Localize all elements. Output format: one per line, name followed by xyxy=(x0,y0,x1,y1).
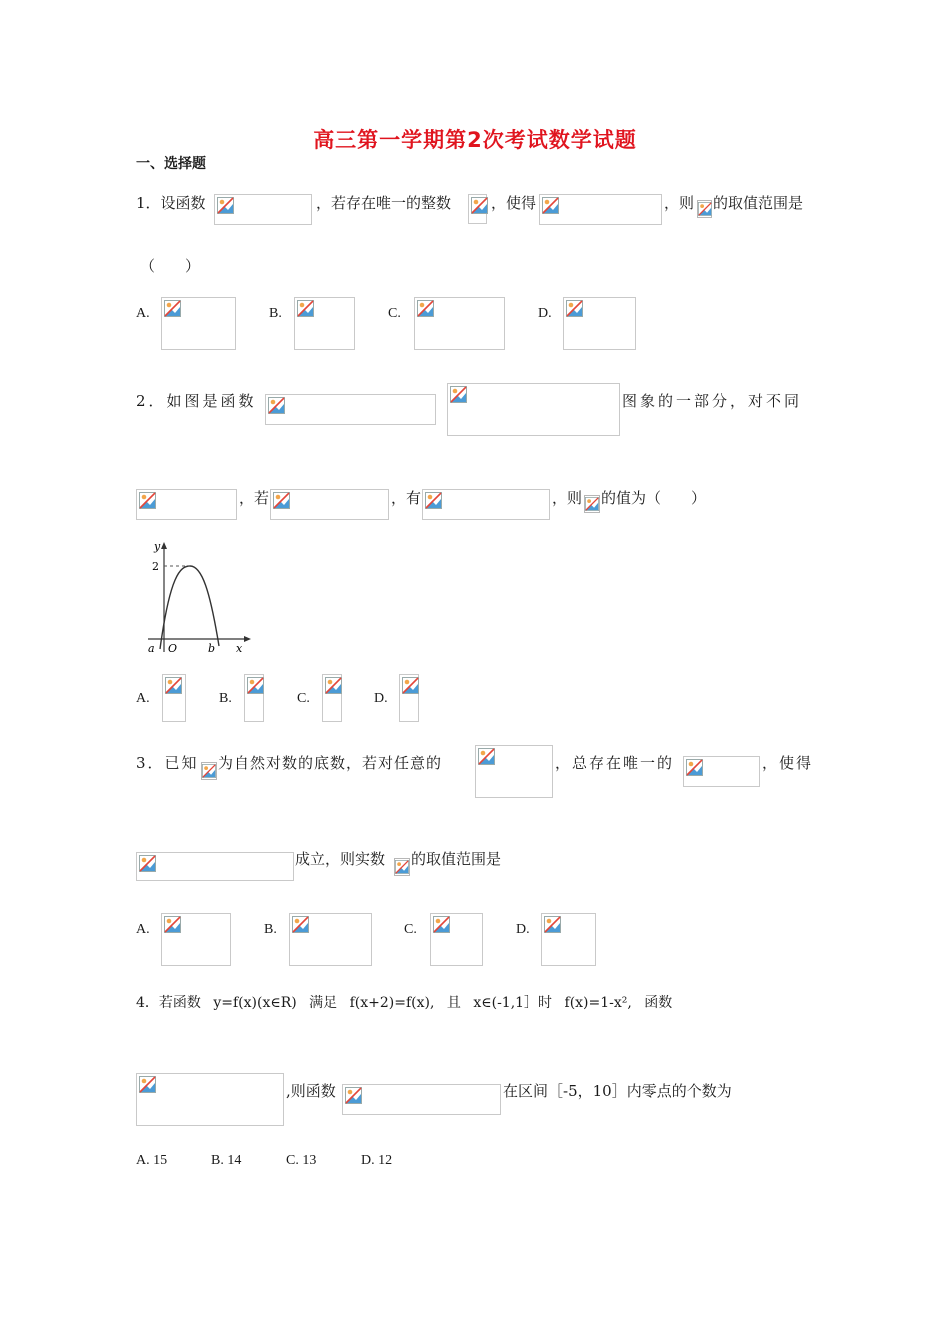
broken-image-icon xyxy=(544,916,561,933)
option-c-image xyxy=(322,674,342,722)
y-axis-label: y xyxy=(154,540,161,553)
broken-image-icon xyxy=(202,764,216,778)
broken-image-icon xyxy=(542,197,559,214)
q3-text: 成立，则实数 xyxy=(295,850,386,868)
option-b-image xyxy=(244,674,264,722)
q4-text: 在区间［-5，10］内零点的个数为 xyxy=(503,1082,732,1100)
formula-image xyxy=(475,745,553,798)
option-d-image xyxy=(541,913,596,966)
broken-image-icon xyxy=(345,1087,362,1104)
q1-text: ，使得 xyxy=(491,194,537,212)
sine-curve xyxy=(160,566,219,649)
broken-image-icon xyxy=(164,300,181,317)
broken-image-icon xyxy=(164,916,181,933)
option-label: B. xyxy=(219,691,232,706)
broken-image-icon xyxy=(395,860,409,874)
q2-text: 图象的一部分，对不同 xyxy=(622,392,803,410)
formula-image xyxy=(270,489,389,520)
formula-image xyxy=(136,1073,284,1126)
tick-label-2: 2 xyxy=(152,560,159,573)
q1-text: 1．设函数 xyxy=(136,194,206,212)
broken-image-icon xyxy=(217,197,234,214)
broken-image-icon xyxy=(297,300,314,317)
formula-image xyxy=(136,489,237,520)
broken-image-icon xyxy=(325,677,342,694)
formula-image xyxy=(683,756,760,787)
option-label: C. xyxy=(297,691,310,706)
option-a-image xyxy=(161,913,231,966)
q1-paren: （ ） xyxy=(140,257,201,275)
formula-image xyxy=(342,1084,501,1115)
origin-label: O xyxy=(168,642,178,655)
formula-image xyxy=(201,762,217,780)
q2-text: 2．如图是函数 xyxy=(136,392,257,410)
q3-text: 为自然对数的底数，若对任意的 xyxy=(218,754,443,772)
option-label: D. xyxy=(516,922,530,937)
option-label: A. xyxy=(136,922,150,937)
point-a-label: a xyxy=(148,642,155,655)
broken-image-icon xyxy=(425,492,442,509)
q2-text: ，若 xyxy=(239,489,270,507)
broken-image-icon xyxy=(450,386,467,403)
formula-image xyxy=(265,394,436,425)
function-graph xyxy=(140,536,256,656)
broken-image-icon xyxy=(139,855,156,872)
q1-text: 的取值范围是 xyxy=(713,194,804,212)
broken-image-icon xyxy=(139,1076,156,1093)
q2-text: 的值为（ ） xyxy=(601,489,707,507)
broken-image-icon xyxy=(433,916,450,933)
broken-image-icon xyxy=(139,492,156,509)
broken-image-icon xyxy=(292,916,309,933)
broken-image-icon xyxy=(417,300,434,317)
section-heading: 一、选择题 xyxy=(136,156,206,172)
option-b-image xyxy=(294,297,355,350)
broken-image-icon xyxy=(585,497,599,511)
q2-text: ，则 xyxy=(552,489,583,507)
broken-image-icon xyxy=(273,492,290,509)
x-axis-label: x xyxy=(236,642,243,655)
broken-image-icon xyxy=(402,677,419,694)
formula-image xyxy=(394,858,410,876)
option-label: D. xyxy=(374,691,388,706)
q4-text: ,则函数 xyxy=(286,1082,336,1100)
q4-text: 4．若函数 y=f(x)(x∈R) 满足 f(x+2)=f(x), 且 x∈(-1,1］时 f(x)=1-x², 函数 xyxy=(136,995,673,1011)
q3-text: ，总存在唯一的 xyxy=(555,754,675,772)
option-label: A. xyxy=(136,306,150,321)
broken-image-icon xyxy=(247,677,264,694)
option-label: D. xyxy=(538,306,552,321)
point-b-label: b xyxy=(208,642,216,655)
option-b: B. 14 xyxy=(211,1153,242,1168)
y-axis-arrow xyxy=(161,542,167,549)
formula-image xyxy=(697,200,712,218)
q3-text: 的取值范围是 xyxy=(411,850,502,868)
q1-text: ，若存在唯一的整数 xyxy=(316,194,452,212)
option-c-image xyxy=(430,913,483,966)
option-a: A. 15 xyxy=(136,1153,168,1168)
broken-image-icon xyxy=(471,197,488,214)
formula-image xyxy=(539,194,662,225)
option-label: B. xyxy=(269,306,282,321)
option-label: A. xyxy=(136,691,150,706)
option-b-image xyxy=(289,913,372,966)
formula-image xyxy=(422,489,550,520)
broken-image-icon xyxy=(686,759,703,776)
x-axis-arrow xyxy=(244,636,251,642)
option-label: B. xyxy=(264,922,277,937)
q2-text: ，有 xyxy=(391,489,422,507)
q3-text: ，使得 xyxy=(762,754,814,772)
option-d: D. 12 xyxy=(361,1153,393,1168)
option-d-image xyxy=(399,674,419,722)
formula-image xyxy=(447,383,620,436)
q3-text: 3．已知 xyxy=(136,754,199,772)
option-d-image xyxy=(563,297,636,350)
option-c-image xyxy=(414,297,505,350)
q1-text: ，则 xyxy=(664,194,695,212)
formula-image xyxy=(214,194,312,225)
formula-image xyxy=(468,194,487,224)
page-title: 高三第一学期第2次考试数学试题 xyxy=(313,128,637,152)
broken-image-icon xyxy=(698,202,712,216)
option-label: C. xyxy=(388,306,401,321)
option-a-image xyxy=(161,297,236,350)
option-c: C. 13 xyxy=(286,1153,317,1168)
option-label: C. xyxy=(404,922,417,937)
formula-image xyxy=(584,495,600,513)
broken-image-icon xyxy=(566,300,583,317)
broken-image-icon xyxy=(478,748,495,765)
option-a-image xyxy=(162,674,186,722)
formula-image xyxy=(136,852,294,881)
broken-image-icon xyxy=(268,397,285,414)
broken-image-icon xyxy=(165,677,182,694)
